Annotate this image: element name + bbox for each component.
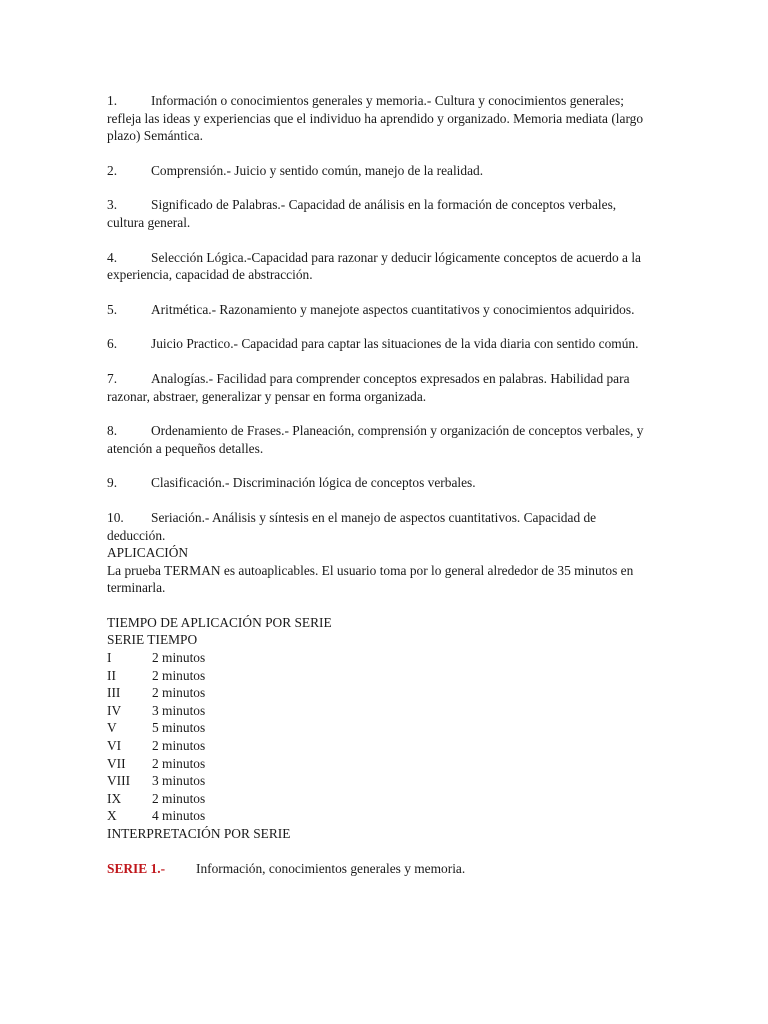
serie-tiempo: 3 minutos bbox=[152, 773, 206, 789]
aplicacion-heading: APLICACIÓN bbox=[107, 545, 189, 561]
list-item bbox=[107, 249, 647, 284]
serie-number: II bbox=[107, 667, 116, 683]
tiempo-row bbox=[107, 737, 647, 755]
serie-number: VIII bbox=[107, 773, 131, 789]
serie-tiempo: 2 minutos bbox=[152, 738, 206, 754]
list-item-number: 5. bbox=[107, 301, 118, 317]
list-item bbox=[107, 509, 647, 544]
list-item bbox=[107, 422, 647, 457]
serie1-text: Información, conocimientos generales y memoria. bbox=[196, 860, 466, 876]
list-item-text: Analogías.- Facilidad para comprender conceptos expresados en palabras. Habilidad para razonar, abstraer, generalizar y pensar en forma organizada. bbox=[107, 370, 630, 404]
serie-number: VI bbox=[107, 738, 122, 754]
list-item bbox=[107, 301, 647, 319]
list-item bbox=[107, 92, 647, 145]
list-item bbox=[107, 335, 647, 353]
list-item-text: Seriación.- Análisis y síntesis en el manejo de aspectos cuantitativos. Capacidad de deducción. bbox=[107, 509, 597, 543]
list-item bbox=[107, 196, 647, 231]
serie-tiempo: 2 minutos bbox=[152, 685, 206, 701]
list-item-text: Clasificación.- Discriminación lógica de conceptos verbales. bbox=[151, 475, 476, 491]
list-item-text: Juicio Practico.- Capacidad para captar las situaciones de la vida diaria con sentido común. bbox=[151, 336, 639, 352]
list-item-number: 6. bbox=[107, 336, 118, 352]
document-body bbox=[107, 92, 647, 877]
tiempo-row bbox=[107, 719, 647, 737]
serie1-line bbox=[107, 860, 647, 878]
list-item bbox=[107, 370, 647, 405]
tiempo-row bbox=[107, 807, 647, 825]
serie-tiempo: 2 minutos bbox=[152, 790, 206, 806]
serie-number: X bbox=[107, 808, 117, 824]
list-item-text: Ordenamiento de Frases.- Planeación, comprensión y organización de conceptos verbales, y atención a pequeños detalles. bbox=[107, 423, 644, 456]
tiempo-row bbox=[107, 684, 647, 702]
list-item-text: Información o conocimientos generales y memoria.- Cultura y conocimientos generales; refleja las ideas y experiencias que el individuo ha aprendido y organizado. Memoria mediata (largo plazo) Semántica. bbox=[107, 93, 644, 144]
serie-tiempo: 3 minutos bbox=[152, 702, 206, 718]
serie-number: IX bbox=[107, 790, 122, 806]
serie-number: I bbox=[107, 650, 112, 666]
serie-tiempo: 2 minutos bbox=[152, 755, 206, 771]
serie-number: V bbox=[107, 720, 117, 736]
list-item-text: Aritmética.- Razonamiento y manejote aspectos cuantitativos y conocimientos adquiridos. bbox=[151, 301, 635, 317]
list-item bbox=[107, 162, 647, 180]
tiempo-heading: TIEMPO DE APLICACIÓN POR SERIE bbox=[107, 614, 332, 630]
list-item-number: 10. bbox=[107, 509, 124, 525]
tiempo-table bbox=[107, 649, 647, 825]
list-item-number: 7. bbox=[107, 370, 118, 386]
interpretacion-heading: INTERPRETACIÓN POR SERIE bbox=[107, 826, 291, 841]
list-item-number: 1. bbox=[107, 93, 118, 108]
list-item-text: Significado de Palabras.- Capacidad de análisis en la formación de conceptos verbales, cultura general. bbox=[107, 197, 617, 230]
tiempo-row bbox=[107, 790, 647, 808]
aplicacion-text: La prueba TERMAN es autoaplicables. El usuario toma por lo general alrededor de 35 minutos en terminarla. bbox=[107, 562, 634, 596]
serie-tiempo: 4 minutos bbox=[152, 808, 206, 824]
tiempo-row bbox=[107, 755, 647, 773]
serie-number: III bbox=[107, 685, 121, 701]
serie1-label: SERIE 1.- bbox=[107, 860, 166, 876]
tiempo-row bbox=[107, 667, 647, 685]
tiempo-row bbox=[107, 772, 647, 790]
numbered-list bbox=[107, 92, 647, 544]
serie-number: VII bbox=[107, 755, 126, 771]
serie-tiempo: 2 minutos bbox=[152, 667, 206, 683]
list-item-text: Comprensión.- Juicio y sentido común, manejo de la realidad. bbox=[151, 162, 484, 178]
list-item-number: 2. bbox=[107, 162, 118, 178]
list-item-number: 3. bbox=[107, 197, 118, 213]
serie-tiempo: 2 minutos bbox=[152, 650, 206, 666]
list-item-number: 4. bbox=[107, 249, 118, 265]
list-item-text: Selección Lógica.-Capacidad para razonar y deducir lógicamente conceptos de acuerdo a la experiencia, capacidad de abstracción. bbox=[107, 249, 642, 283]
list-item-number: 9. bbox=[107, 475, 118, 491]
tiempo-row bbox=[107, 649, 647, 667]
serie-number: IV bbox=[107, 702, 122, 718]
tiempo-subheading: SERIE TIEMPO bbox=[107, 632, 198, 648]
serie-tiempo: 5 minutos bbox=[152, 720, 206, 736]
tiempo-row bbox=[107, 702, 647, 720]
list-item-number: 8. bbox=[107, 423, 118, 439]
list-item bbox=[107, 474, 647, 492]
